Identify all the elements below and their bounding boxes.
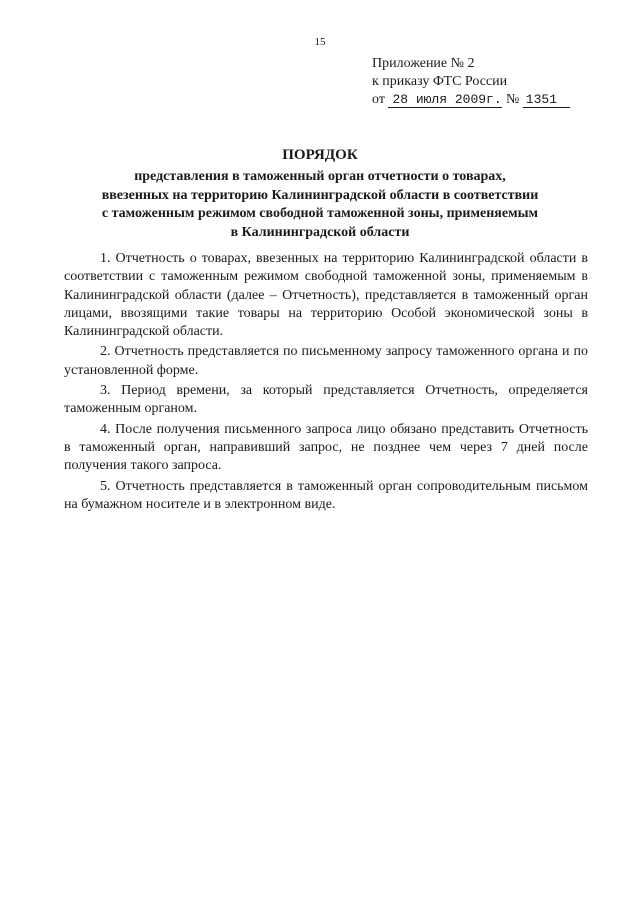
- appendix-header: [372, 55, 570, 109]
- page-number: 15: [314, 36, 326, 48]
- subtitle-line: в Калининградской области: [230, 224, 410, 240]
- title-heading: ПОРЯДОК: [282, 147, 358, 163]
- paragraph-4: 4. После получения письменного запроса лицо обязано представить Отчетность в таможенный орган, направивший запрос, не позднее чем через 7 дней после получения такого запроса.: [64, 421, 588, 474]
- order-date: 28 июля 2009г.: [388, 93, 502, 108]
- subtitle-line: с таможенным режимом свободной таможенной зоны, применяемым: [101, 206, 539, 221]
- appendix-date-line: [372, 91, 570, 109]
- paragraph-3: 3. Период времени, за который представляется Отчетность, определяется таможенным органом.: [64, 383, 588, 417]
- number-prefix: №: [505, 92, 520, 107]
- paragraph-2: 2. Отчетность представляется по письменному запросу таможенного органа и по установленной форме.: [64, 344, 588, 378]
- paragraph-1: 1. Отчетность о товарах, ввезенных на территорию Калининградской области в соответствии с таможенным режимом свободной таможенной зоны, применяемым в Калининградской области (далее – Отчетность), представляется в таможенный орган лицами, ввозящими такие товары на территорию Особой экономической зоны в Калининградской области.: [64, 251, 588, 340]
- document-body: [64, 250, 588, 516]
- appendix-title: Приложение № 2: [372, 56, 475, 71]
- date-prefix: от: [372, 92, 385, 107]
- appendix-order-ref: к приказу ФТС России: [372, 74, 508, 89]
- subtitle-line: представления в таможенный орган отчетности о товарах,: [134, 169, 506, 184]
- document-title: [60, 145, 580, 242]
- subtitle-line: ввезенных на территорию Калининградской области в соответствии: [101, 187, 539, 203]
- paragraph-5: 5. Отчетность представляется в таможенный орган сопроводительным письмом на бумажном носителе и в электронном виде.: [64, 478, 588, 512]
- order-number: 1351: [523, 93, 570, 108]
